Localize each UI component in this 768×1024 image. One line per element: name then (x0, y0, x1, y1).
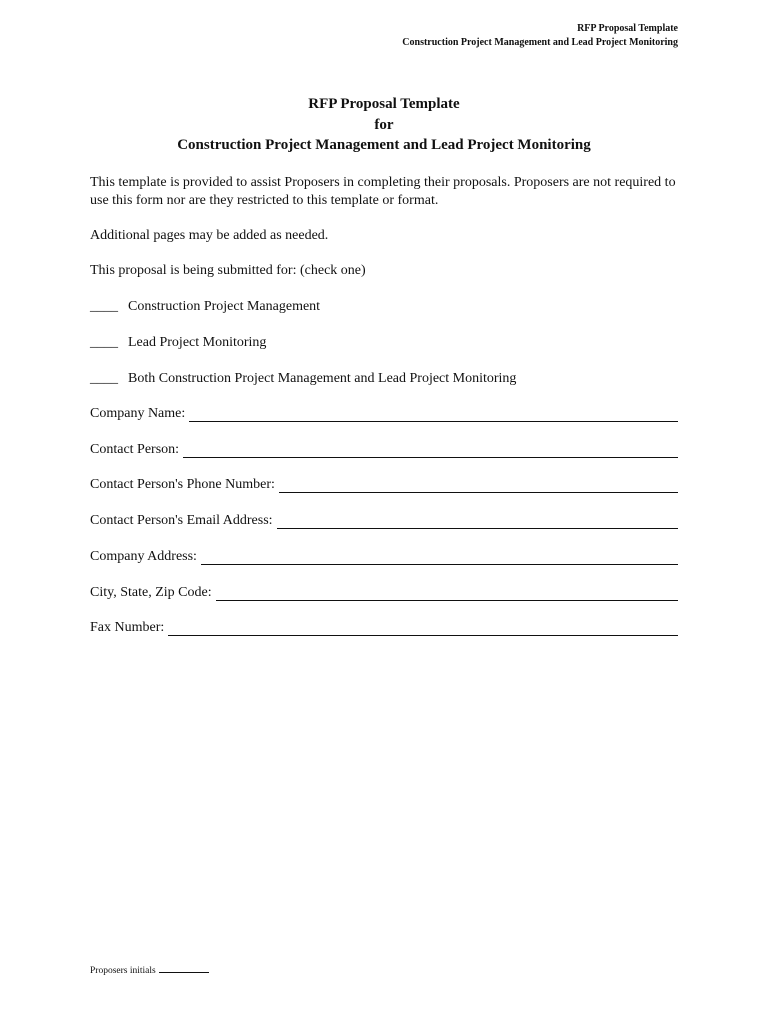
check-option-label: Construction Project Management (128, 299, 321, 314)
contact-email-input-line[interactable] (277, 514, 678, 529)
company-name-field (90, 405, 678, 423)
submission-prompt: This proposal is being submitted for: (check one) (90, 263, 366, 278)
title-line-1: RFP Proposal Template (308, 96, 460, 112)
running-header-line-2: Construction Project Management and Lead Project Monitoring (402, 37, 678, 48)
field-label: Contact Person's Email Address: (90, 513, 273, 528)
contact-phone-field (90, 476, 678, 494)
contact-person-input-line[interactable] (183, 443, 678, 458)
running-header (402, 22, 678, 50)
check-option-lead (90, 334, 266, 352)
fax-number-field (90, 619, 678, 637)
company-address-field (90, 548, 678, 566)
contact-phone-input-line[interactable] (279, 478, 678, 493)
initials-input-line[interactable] (159, 964, 209, 973)
check-option-construction (90, 298, 320, 316)
check-option-both (90, 370, 516, 388)
check-blank[interactable]: ____ (90, 335, 118, 350)
contact-email-field (90, 512, 678, 530)
check-option-label: Both Construction Project Management and Lead Project Monitoring (128, 371, 517, 386)
city-state-zip-field (90, 584, 678, 602)
fax-number-input-line[interactable] (168, 621, 678, 636)
check-blank[interactable]: ____ (90, 299, 118, 314)
page-footer (90, 964, 209, 977)
intro-paragraph: This template is provided to assist Proposers in completing their proposals. Proposers are not required to use this form nor are they restricted to this template or format. (90, 175, 676, 208)
company-name-input-line[interactable] (189, 407, 678, 422)
city-state-zip-input-line[interactable] (216, 586, 678, 601)
field-label: Contact Person: (90, 442, 180, 457)
check-option-label: Lead Project Monitoring (128, 335, 267, 350)
document-title (0, 94, 768, 156)
title-line-2: for (374, 116, 394, 133)
title-line-3: Construction Project Management and Lead Project Monitoring (177, 137, 591, 153)
contact-person-field (90, 441, 678, 459)
running-header-line-1: RFP Proposal Template (577, 23, 678, 34)
company-address-input-line[interactable] (201, 550, 678, 565)
field-label: Company Name: (90, 406, 186, 421)
field-label: Company Address: (90, 549, 197, 564)
check-blank[interactable]: ____ (90, 371, 118, 386)
additional-pages-note: Additional pages may be added as needed. (90, 228, 329, 243)
field-label: Contact Person's Phone Number: (90, 477, 275, 492)
field-label: Fax Number: (90, 620, 165, 635)
field-label: City, State, Zip Code: (90, 585, 212, 600)
initials-label: Proposers initials (90, 966, 156, 976)
